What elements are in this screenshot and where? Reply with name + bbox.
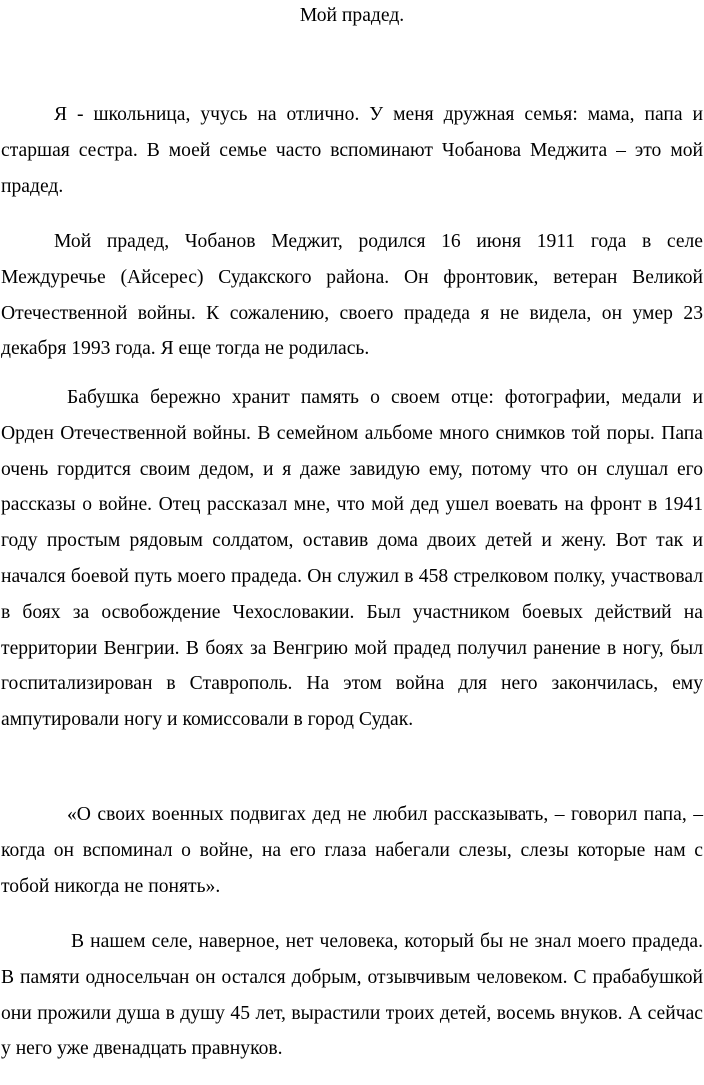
- paragraph-intro: Я - школьница, учусь на отлично. У меня дружная семья: мама, папа и старшая сестра. В моей семье часто вспоминают Чобанова Меджита – это мой прадед.: [1, 104, 703, 197]
- paragraph-war-story: Бабушка бережно хранит память о своем отце: фотографии, медали и Орден Отечественной войны. В семейном альбоме много снимков той поры. Папа очень гордится своим дедом, и я даже завидую ему, потому что он слушал его рассказы о войне. Отец рассказал мне, что мой дед ушел воевать на фронт в 1941 году простым рядовым солдатом, оставив дома двоих детей и жену. Вот так и начался боевой путь моего прадеда. Он служил в 458 стрелковом полку, участвовал в боях за освобождение Чехословакии. Был участником боевых действий на территории Венгрии. В боях за Венгрию мой прадед получил ранение в ногу, был госпитализирован в Ставрополь. На этом война для него закончилась, ему ампутировали ногу и комиссовали в город Судак.: [1, 387, 703, 731]
- paragraph-quote: «О своих военных подвигах дед не любил рассказывать, – говорил папа, – когда он вспоминал о войне, на его глаза набегали слезы, слезы которые нам с тобой никогда не понять».: [1, 804, 703, 897]
- document-title: Мой прадед.: [299, 5, 405, 26]
- paragraph-biography: Мой прадед, Чобанов Меджит, родился 16 июня 1911 года в селе Междуречье (Айсерес) Судакского района. Он фронтовик, ветеран Великой Отечественной войны. К сожалению, своего прадеда я не видела, он умер 23 декабря 1993 года. Я еще тогда не родилась.: [1, 231, 703, 360]
- paragraph-memory: В нашем селе, наверное, нет человека, который бы не знал моего прадеда. В памяти односельчан он остался добрым, отзывчивым человеком. С прабабушкой они прожили душа в душу 45 лет, вырастили троих детей, восемь внуков. А сейчас у него уже двенадцать правнуков.: [1, 931, 703, 1060]
